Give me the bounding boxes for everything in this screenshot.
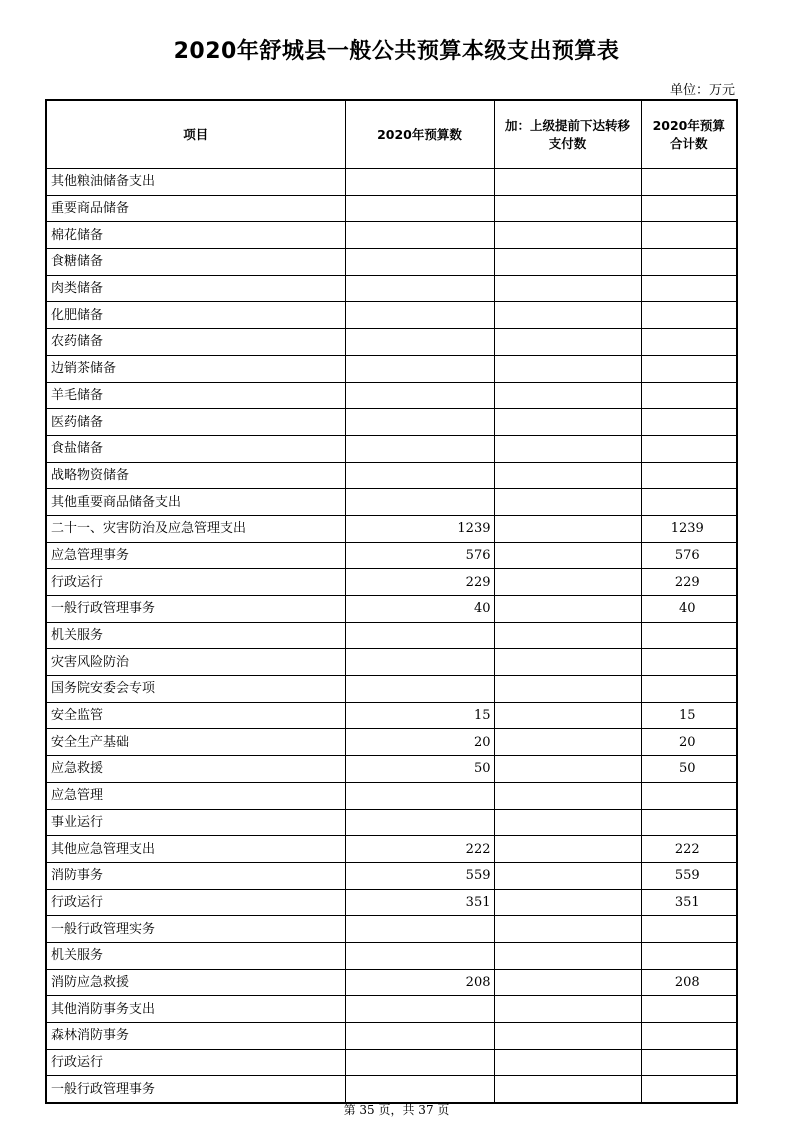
table-row — [46, 916, 737, 943]
row-total — [641, 355, 737, 382]
row-transfer — [494, 275, 641, 302]
row-total — [641, 435, 737, 462]
table-row — [46, 756, 737, 783]
row-total: 20 — [641, 729, 737, 756]
row-item-name: 其他消防事务支出 — [46, 996, 345, 1023]
row-budget — [345, 329, 494, 356]
row-transfer — [494, 329, 641, 356]
row-budget — [345, 782, 494, 809]
header-transfer: 加：上级提前下达转移支付数 — [494, 100, 641, 169]
table-row — [46, 942, 737, 969]
row-item-name: 灾害风险防治 — [46, 649, 345, 676]
row-budget — [345, 249, 494, 276]
row-total: 40 — [641, 596, 737, 623]
row-budget — [345, 409, 494, 436]
row-transfer — [494, 409, 641, 436]
row-total: 1239 — [641, 515, 737, 542]
row-budget — [345, 275, 494, 302]
row-transfer — [494, 569, 641, 596]
row-budget — [345, 1076, 494, 1103]
row-item-name: 行政运行 — [46, 569, 345, 596]
unit-label: 单位：万元 — [669, 83, 735, 98]
row-budget — [345, 462, 494, 489]
row-budget — [345, 996, 494, 1023]
header-total: 2020年预算合计数 — [641, 100, 737, 169]
row-budget — [345, 1023, 494, 1050]
row-total — [641, 782, 737, 809]
row-item-name: 消防应急救援 — [46, 969, 345, 996]
row-total — [641, 996, 737, 1023]
table-row — [46, 889, 737, 916]
table-row — [46, 809, 737, 836]
row-transfer — [494, 782, 641, 809]
row-budget: 229 — [345, 569, 494, 596]
row-total: 50 — [641, 756, 737, 783]
row-item-name: 一般行政管理实务 — [46, 916, 345, 943]
table-row — [46, 649, 737, 676]
row-budget: 576 — [345, 542, 494, 569]
row-item-name: 食糖储备 — [46, 249, 345, 276]
row-budget: 208 — [345, 969, 494, 996]
table-row — [46, 169, 737, 196]
table-row — [46, 195, 737, 222]
table-row — [46, 622, 737, 649]
row-transfer — [494, 1049, 641, 1076]
row-total: 576 — [641, 542, 737, 569]
row-item-name: 二十一、灾害防治及应急管理支出 — [46, 515, 345, 542]
row-budget — [345, 622, 494, 649]
row-total: 15 — [641, 702, 737, 729]
row-transfer — [494, 756, 641, 783]
row-total — [641, 916, 737, 943]
row-transfer — [494, 676, 641, 703]
row-total — [641, 622, 737, 649]
row-item-name: 事业运行 — [46, 809, 345, 836]
row-item-name: 机关服务 — [46, 622, 345, 649]
row-budget — [345, 195, 494, 222]
table-row — [46, 596, 737, 623]
table-row — [46, 275, 737, 302]
row-total — [641, 676, 737, 703]
table-row — [46, 1049, 737, 1076]
row-transfer — [494, 862, 641, 889]
row-total: 351 — [641, 889, 737, 916]
row-transfer — [494, 1076, 641, 1103]
row-total — [641, 1023, 737, 1050]
row-budget: 222 — [345, 836, 494, 863]
row-budget — [345, 222, 494, 249]
table-row — [46, 836, 737, 863]
table-row — [46, 542, 737, 569]
row-item-name: 棉花储备 — [46, 222, 345, 249]
row-budget: 1239 — [345, 515, 494, 542]
row-budget: 40 — [345, 596, 494, 623]
row-item-name: 战略物资储备 — [46, 462, 345, 489]
row-transfer — [494, 382, 641, 409]
row-total — [641, 409, 737, 436]
row-budget — [345, 169, 494, 196]
row-budget — [345, 355, 494, 382]
row-item-name: 农药储备 — [46, 329, 345, 356]
row-budget — [345, 649, 494, 676]
table-body — [46, 169, 737, 1104]
row-budget — [345, 302, 494, 329]
row-total — [641, 302, 737, 329]
row-budget: 15 — [345, 702, 494, 729]
row-transfer — [494, 515, 641, 542]
row-total: 229 — [641, 569, 737, 596]
row-budget — [345, 809, 494, 836]
row-budget — [345, 435, 494, 462]
row-item-name: 重要商品储备 — [46, 195, 345, 222]
row-transfer — [494, 489, 641, 516]
row-transfer — [494, 302, 641, 329]
row-budget — [345, 1049, 494, 1076]
row-item-name: 应急管理事务 — [46, 542, 345, 569]
row-item-name: 应急管理 — [46, 782, 345, 809]
row-item-name: 森林消防事务 — [46, 1023, 345, 1050]
row-budget — [345, 916, 494, 943]
table-row — [46, 329, 737, 356]
row-item-name: 食盐储备 — [46, 435, 345, 462]
row-transfer — [494, 622, 641, 649]
table-row — [46, 355, 737, 382]
row-transfer — [494, 729, 641, 756]
row-item-name: 医药储备 — [46, 409, 345, 436]
row-total — [641, 275, 737, 302]
page-title: 2020年舒城县一般公共预算本级支出预算表 — [173, 39, 620, 64]
row-budget — [345, 676, 494, 703]
table-row — [46, 702, 737, 729]
row-total — [641, 649, 737, 676]
row-item-name: 其他应急管理支出 — [46, 836, 345, 863]
row-item-name: 消防事务 — [46, 862, 345, 889]
table-row — [46, 489, 737, 516]
table-row — [46, 996, 737, 1023]
row-total — [641, 489, 737, 516]
row-budget: 351 — [345, 889, 494, 916]
budget-table — [45, 99, 738, 1104]
row-total — [641, 329, 737, 356]
row-transfer — [494, 889, 641, 916]
table-row — [46, 862, 737, 889]
row-item-name: 行政运行 — [46, 889, 345, 916]
row-total — [641, 462, 737, 489]
row-item-name: 肉类储备 — [46, 275, 345, 302]
row-total — [641, 809, 737, 836]
row-total — [641, 382, 737, 409]
table-row — [46, 302, 737, 329]
row-transfer — [494, 809, 641, 836]
row-item-name: 其他重要商品储备支出 — [46, 489, 345, 516]
row-total — [641, 942, 737, 969]
row-transfer — [494, 1023, 641, 1050]
row-transfer — [494, 249, 641, 276]
header-row — [46, 100, 737, 169]
row-transfer — [494, 542, 641, 569]
table-row — [46, 969, 737, 996]
row-transfer — [494, 969, 641, 996]
table-row — [46, 782, 737, 809]
table-row — [46, 1076, 737, 1103]
row-transfer — [494, 702, 641, 729]
table-row — [46, 515, 737, 542]
header-budget: 2020年预算数 — [345, 100, 494, 169]
row-transfer — [494, 169, 641, 196]
table-row — [46, 729, 737, 756]
table-row — [46, 409, 737, 436]
row-budget — [345, 489, 494, 516]
table-row — [46, 249, 737, 276]
row-item-name: 边销茶储备 — [46, 355, 345, 382]
row-total — [641, 222, 737, 249]
table-row — [46, 222, 737, 249]
row-budget — [345, 382, 494, 409]
row-budget: 50 — [345, 756, 494, 783]
row-item-name: 机关服务 — [46, 942, 345, 969]
row-transfer — [494, 942, 641, 969]
row-transfer — [494, 462, 641, 489]
row-transfer — [494, 649, 641, 676]
row-total — [641, 249, 737, 276]
row-item-name: 其他粮油储备支出 — [46, 169, 345, 196]
header-item: 项目 — [46, 100, 345, 169]
row-item-name: 安全生产基础 — [46, 729, 345, 756]
row-total — [641, 1076, 737, 1103]
row-total — [641, 1049, 737, 1076]
table-row — [46, 462, 737, 489]
row-transfer — [494, 355, 641, 382]
row-total: 559 — [641, 862, 737, 889]
row-transfer — [494, 596, 641, 623]
row-total — [641, 195, 737, 222]
row-budget: 559 — [345, 862, 494, 889]
row-item-name: 一般行政管理事务 — [46, 1076, 345, 1103]
row-transfer — [494, 836, 641, 863]
row-transfer — [494, 996, 641, 1023]
row-item-name: 行政运行 — [46, 1049, 345, 1076]
row-total: 208 — [641, 969, 737, 996]
row-total: 222 — [641, 836, 737, 863]
row-item-name: 国务院安委会专项 — [46, 676, 345, 703]
row-item-name: 应急救援 — [46, 756, 345, 783]
table-row — [46, 382, 737, 409]
page-footer: 第 35 页，共 37 页 — [343, 1103, 450, 1117]
row-item-name: 安全监管 — [46, 702, 345, 729]
table-row — [46, 435, 737, 462]
row-transfer — [494, 435, 641, 462]
table-row — [46, 569, 737, 596]
row-transfer — [494, 916, 641, 943]
row-total — [641, 169, 737, 196]
row-item-name: 化肥储备 — [46, 302, 345, 329]
row-budget: 20 — [345, 729, 494, 756]
table-row — [46, 676, 737, 703]
row-transfer — [494, 195, 641, 222]
row-transfer — [494, 222, 641, 249]
table-row — [46, 1023, 737, 1050]
row-item-name: 羊毛储备 — [46, 382, 345, 409]
row-item-name: 一般行政管理事务 — [46, 596, 345, 623]
row-budget — [345, 942, 494, 969]
